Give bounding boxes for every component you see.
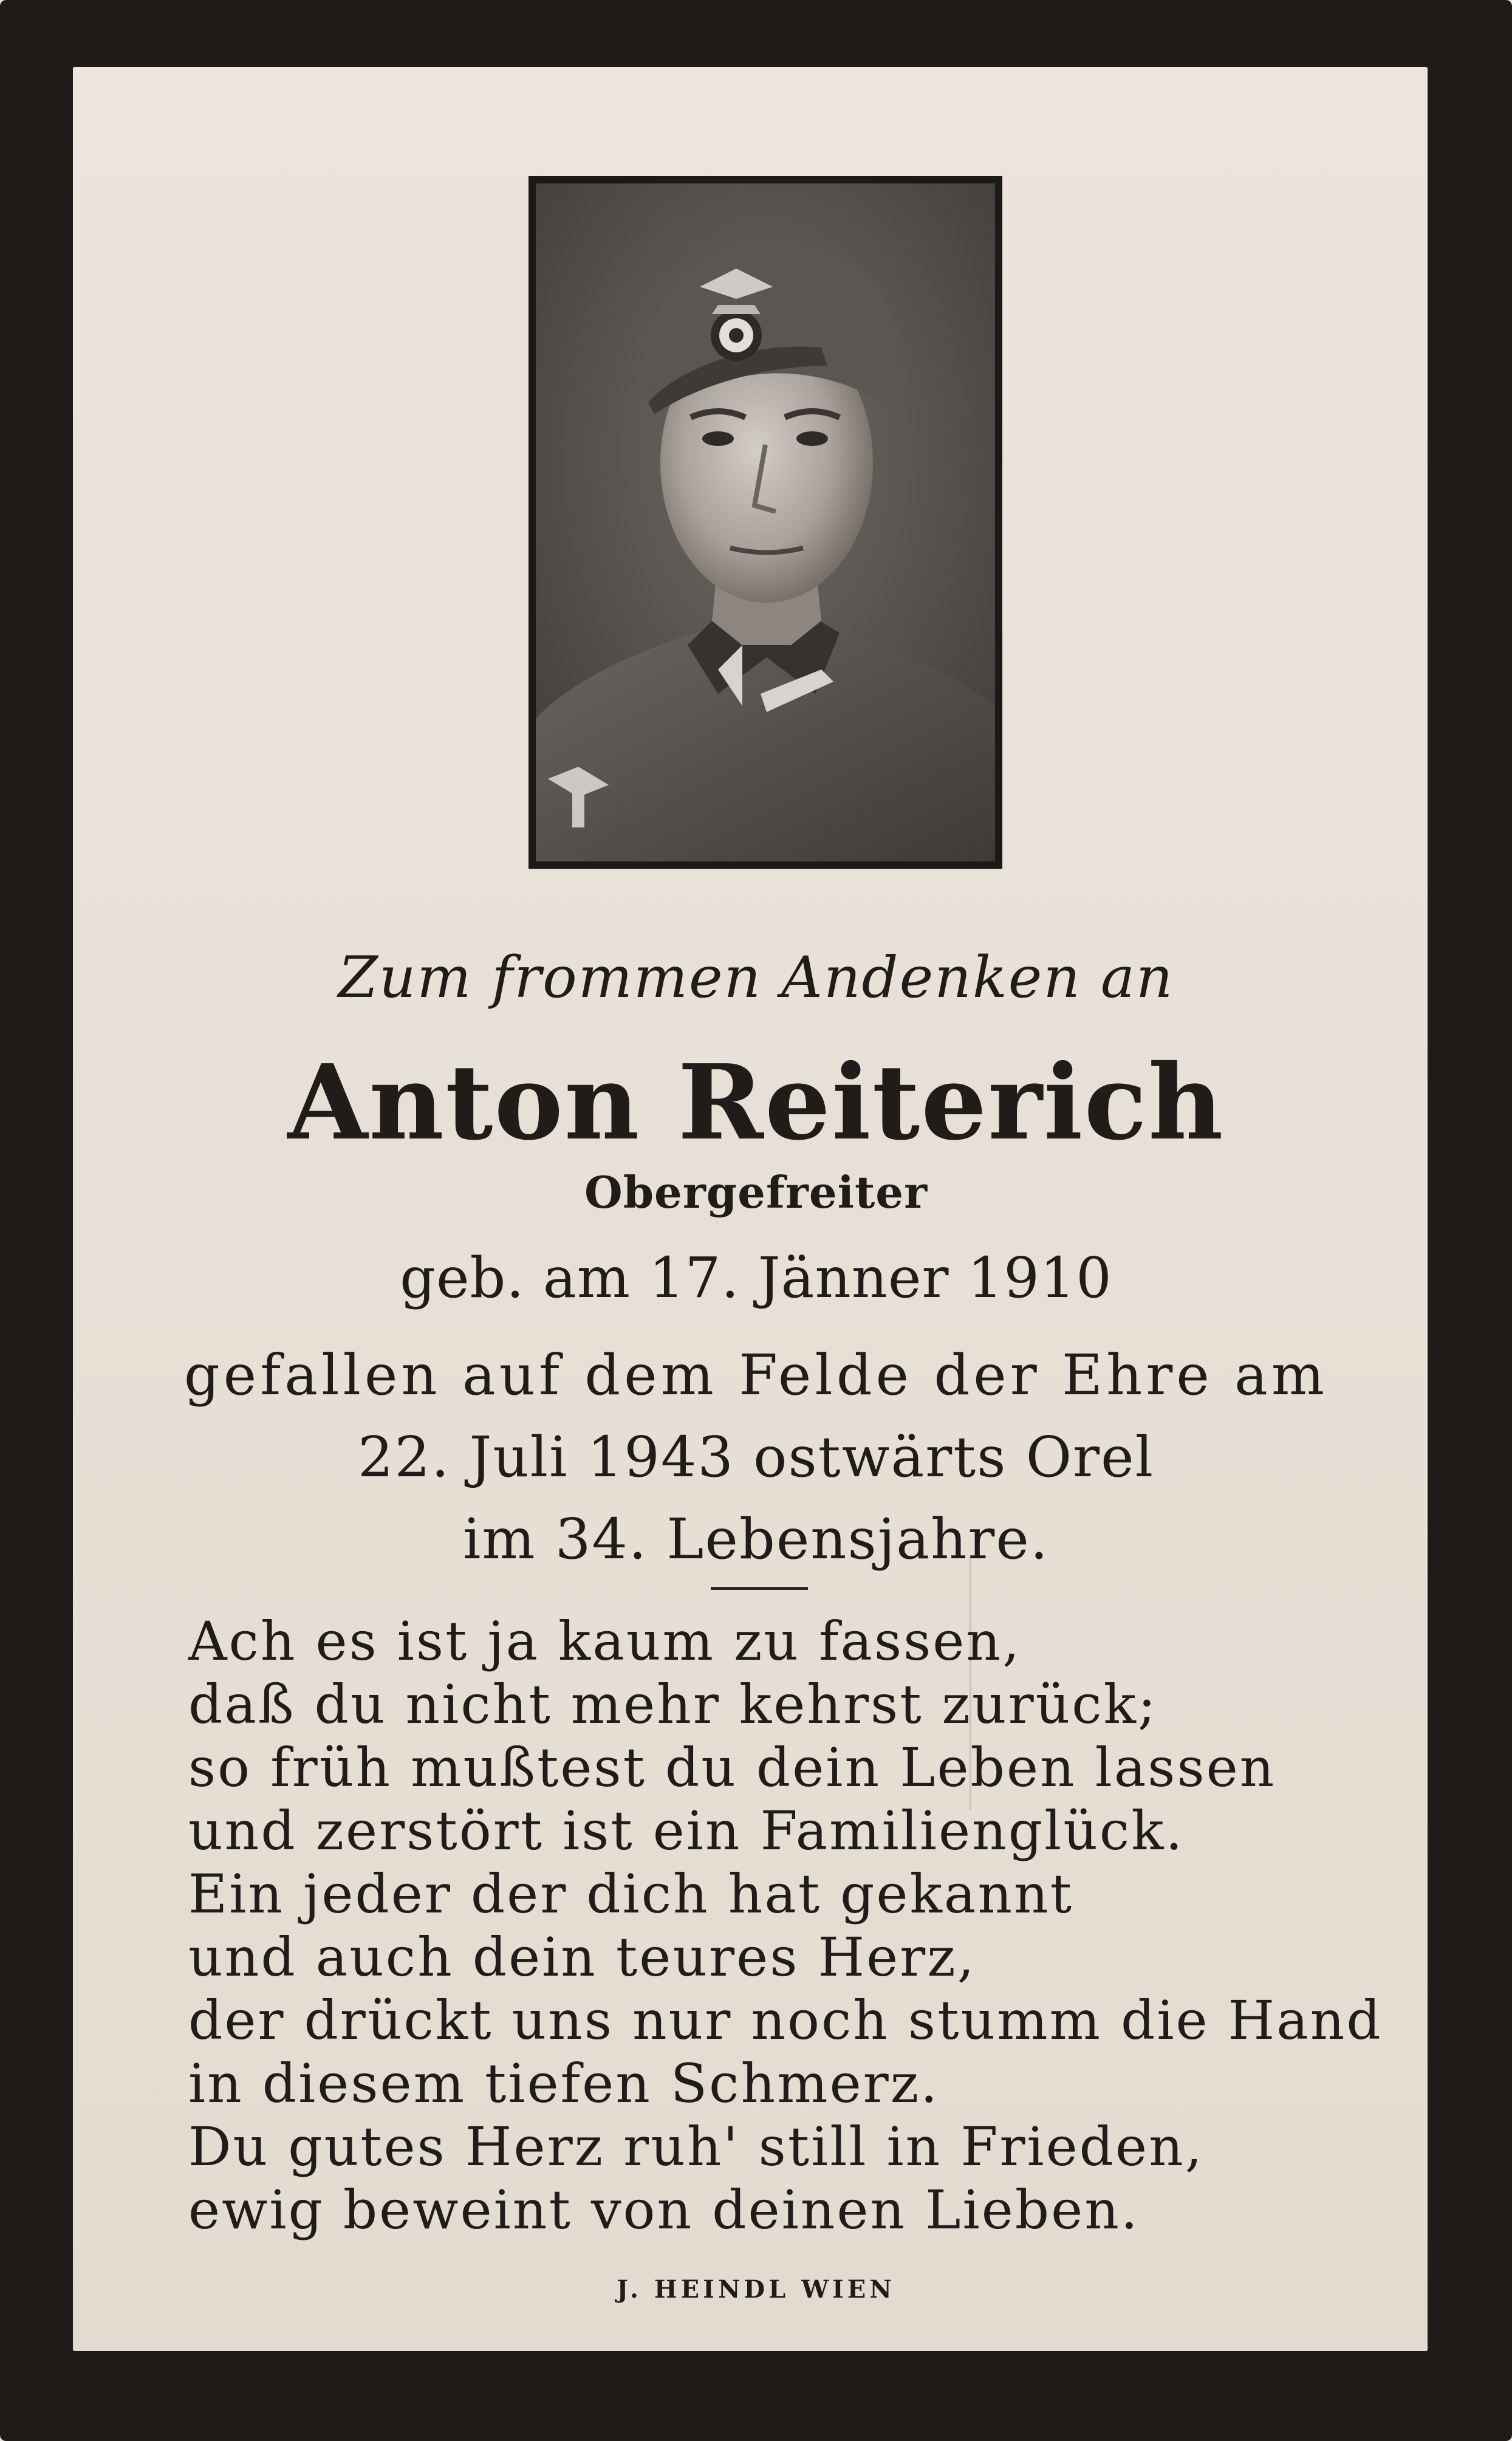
military-rank: Obergefreiter	[584, 1166, 928, 1218]
poem-line: Du gutes Herz ruh' still in Frieden,	[188, 2115, 1204, 2178]
divider	[711, 1587, 808, 1590]
poem-line: Ach es ist ja kaum zu fassen,	[188, 1610, 1022, 1672]
poem-line: so früh mußtest du dein Leben lassen	[188, 1736, 1276, 1799]
fallen-line-3: im 34. Lebensjahre.	[462, 1507, 1050, 1572]
memorial-poem	[188, 1610, 1383, 2242]
portrait-frame	[529, 176, 1002, 869]
fallen-line-2: 22. Juli 1943 ostwärts Orel	[357, 1425, 1154, 1490]
poem-line: in diesem tiefen Schmerz.	[188, 2052, 940, 2115]
poem-line: der drückt uns nur noch stumm die Hand	[188, 1989, 1383, 2052]
birth-date-line: geb. am 17. Jänner 1910	[400, 1245, 1112, 1310]
deceased-name: Anton Reiterich	[287, 1042, 1225, 1163]
poem-line: Ein jeder der dich hat gekannt	[188, 1863, 1074, 1925]
poem-line: ewig beweint von deinen Lieben.	[188, 2179, 1140, 2241]
poem-line: daß du nicht mehr kehrst zurück;	[188, 1673, 1158, 1736]
soldier-portrait-photo	[536, 183, 995, 861]
poem-line: und zerstört ist ein Familienglück.	[188, 1799, 1185, 1862]
printer-imprint: J. HEINDL WIEN	[617, 2275, 895, 2304]
fallen-line-1: gefallen auf dem Felde der Ehre am	[183, 1343, 1329, 1408]
poem-line: und auch dein teures Herz,	[188, 1926, 976, 1988]
intro-line: Zum frommen Andenken an	[338, 945, 1174, 1011]
